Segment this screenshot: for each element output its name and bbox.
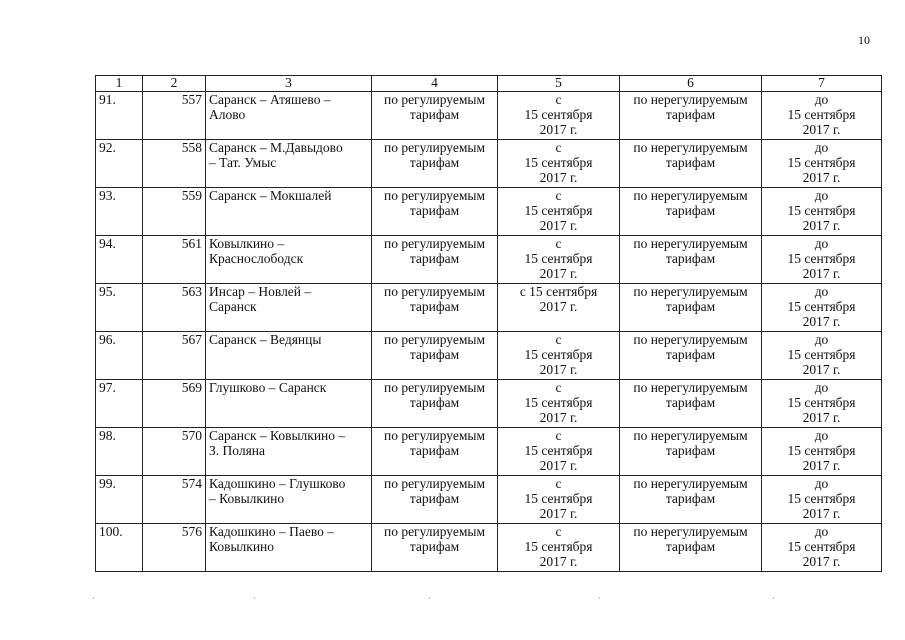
cell-line: до	[814, 284, 829, 299]
cell-line: по нерегулируемым	[633, 428, 748, 443]
row-number-cell: 99.	[96, 476, 143, 524]
cell-line: Кадошкино – Глушково	[209, 476, 346, 491]
cell-line: З. Поляна	[209, 443, 265, 458]
tariff-type-cell	[372, 188, 498, 236]
cell-line: 15 сентября	[787, 491, 856, 506]
end-date-cell	[762, 284, 882, 332]
cell-line: до	[814, 380, 829, 395]
cell-line: Саранск – Ковылкино –	[209, 428, 346, 443]
cell-line: до	[814, 332, 829, 347]
start-date-cell	[498, 332, 620, 380]
cell-line: 2017 г.	[539, 218, 578, 233]
cell-line: 15 сентября	[524, 251, 593, 266]
cell-line: Ковылкино –	[209, 236, 285, 251]
end-date-cell	[762, 524, 882, 572]
cell-line: тарифам	[409, 203, 460, 218]
cell-line: 2017 г.	[539, 410, 578, 425]
cell-line: 2017 г.	[802, 314, 841, 329]
tariff-type-cell	[372, 476, 498, 524]
cell-line: по регулируемым	[383, 188, 486, 203]
route-name-cell	[206, 428, 372, 476]
column-header: 2	[143, 76, 206, 92]
row-number-cell: 95.	[96, 284, 143, 332]
tariff-type-cell	[372, 140, 498, 188]
new-tariff-type-cell	[620, 140, 762, 188]
column-header: 5	[498, 76, 620, 92]
scan-speck: ·	[428, 594, 431, 603]
row-number-cell: 96.	[96, 332, 143, 380]
column-header: 4	[372, 76, 498, 92]
tariff-type-cell	[372, 524, 498, 572]
new-tariff-type-cell	[620, 332, 762, 380]
route-name-cell	[206, 92, 372, 140]
cell-line: тарифам	[665, 299, 716, 314]
cell-line: 15 сентября	[787, 539, 856, 554]
tariff-type-cell	[372, 92, 498, 140]
start-date-cell	[498, 476, 620, 524]
cell-line: 2017 г.	[539, 458, 578, 473]
end-date-cell	[762, 332, 882, 380]
row-number-cell: 93.	[96, 188, 143, 236]
cell-line: тарифам	[409, 443, 460, 458]
cell-line: 2017 г.	[802, 506, 841, 521]
start-date-cell	[498, 524, 620, 572]
cell-line: по нерегулируемым	[633, 476, 748, 491]
table-row	[96, 140, 882, 188]
cell-line: 2017 г.	[802, 122, 841, 137]
cell-line: 15 сентября	[787, 203, 856, 218]
cell-line: по регулируемым	[383, 476, 486, 491]
cell-line: 15 сентября	[787, 347, 856, 362]
cell-line: тарифам	[665, 539, 716, 554]
cell-line: по нерегулируемым	[633, 92, 748, 107]
cell-line: с	[555, 332, 562, 347]
cell-line: тарифам	[409, 347, 460, 362]
cell-line: 15 сентября	[787, 443, 856, 458]
route-number-cell: 567	[143, 332, 206, 380]
cell-line: по регулируемым	[383, 428, 486, 443]
cell-line: до	[814, 524, 829, 539]
cell-line: тарифам	[409, 251, 460, 266]
scan-speck: ·	[253, 594, 256, 603]
cell-line: с	[555, 476, 562, 491]
cell-line: до	[814, 188, 829, 203]
end-date-cell	[762, 428, 882, 476]
route-number-cell: 559	[143, 188, 206, 236]
route-number-cell: 569	[143, 380, 206, 428]
cell-line: 15 сентября	[787, 107, 856, 122]
cell-line: с	[555, 236, 562, 251]
cell-line: по регулируемым	[383, 92, 486, 107]
new-tariff-type-cell	[620, 92, 762, 140]
cell-line: Саранск	[209, 299, 257, 314]
cell-line: 15 сентября	[787, 155, 856, 170]
row-number-cell: 97.	[96, 380, 143, 428]
cell-line: Кадошкино – Паево –	[209, 524, 334, 539]
end-date-cell	[762, 188, 882, 236]
cell-line: Глушково – Саранск	[209, 380, 327, 395]
cell-line: с	[555, 428, 562, 443]
scan-speck: ·	[92, 594, 95, 603]
cell-line: 15 сентября	[787, 299, 856, 314]
column-header: 7	[762, 76, 882, 92]
table-row	[96, 284, 882, 332]
cell-line: Саранск – Атяшево –	[209, 92, 331, 107]
row-number-cell: 98.	[96, 428, 143, 476]
cell-line: тарифам	[665, 203, 716, 218]
cell-line: тарифам	[409, 539, 460, 554]
cell-line: с	[555, 92, 562, 107]
cell-line: 2017 г.	[802, 410, 841, 425]
table-row	[96, 380, 882, 428]
scan-speck: ·	[598, 594, 601, 603]
cell-line: 15 сентября	[787, 251, 856, 266]
cell-line: тарифам	[665, 251, 716, 266]
column-number-row	[96, 76, 882, 92]
table-row	[96, 332, 882, 380]
cell-line: тарифам	[409, 395, 460, 410]
cell-line: по нерегулируемым	[633, 332, 748, 347]
cell-line: с	[555, 524, 562, 539]
column-header: 1	[96, 76, 143, 92]
cell-line: с	[555, 140, 562, 155]
cell-line: – Тат. Умыс	[209, 155, 277, 170]
tariff-type-cell	[372, 284, 498, 332]
cell-line: тарифам	[409, 107, 460, 122]
cell-line: 2017 г.	[539, 266, 578, 281]
cell-line: тарифам	[665, 491, 716, 506]
new-tariff-type-cell	[620, 284, 762, 332]
cell-line: 15 сентября	[524, 443, 593, 458]
end-date-cell	[762, 92, 882, 140]
routes-table	[95, 75, 882, 572]
start-date-cell	[498, 428, 620, 476]
new-tariff-type-cell	[620, 428, 762, 476]
cell-line: 15 сентября	[524, 395, 593, 410]
cell-line: Инсар – Новлей –	[209, 284, 312, 299]
cell-line: 15 сентября	[524, 203, 593, 218]
cell-line: 15 сентября	[524, 491, 593, 506]
cell-line: Алово	[209, 107, 246, 122]
cell-line: по регулируемым	[383, 284, 486, 299]
route-name-cell	[206, 236, 372, 284]
route-name-cell	[206, 380, 372, 428]
cell-line: по нерегулируемым	[633, 284, 748, 299]
route-number-cell: 558	[143, 140, 206, 188]
cell-line: с 15 сентября	[519, 284, 598, 299]
new-tariff-type-cell	[620, 476, 762, 524]
cell-line: тарифам	[409, 155, 460, 170]
tariff-type-cell	[372, 380, 498, 428]
table-row	[96, 524, 882, 572]
cell-line: тарифам	[665, 155, 716, 170]
table-row	[96, 188, 882, 236]
cell-line: до	[814, 140, 829, 155]
row-number-cell: 91.	[96, 92, 143, 140]
tariff-type-cell	[372, 332, 498, 380]
cell-line: 2017 г.	[539, 506, 578, 521]
route-number-cell: 563	[143, 284, 206, 332]
cell-line: тарифам	[665, 443, 716, 458]
cell-line: по нерегулируемым	[633, 524, 748, 539]
table-row	[96, 92, 882, 140]
cell-line: до	[814, 92, 829, 107]
route-name-cell	[206, 140, 372, 188]
cell-line: по нерегулируемым	[633, 380, 748, 395]
cell-line: 2017 г.	[802, 266, 841, 281]
cell-line: Саранск – Ведянцы	[209, 332, 322, 347]
new-tariff-type-cell	[620, 236, 762, 284]
cell-line: 15 сентября	[524, 539, 593, 554]
cell-line: по регулируемым	[383, 140, 486, 155]
cell-line: 2017 г.	[802, 362, 841, 377]
cell-line: Саранск – М.Давыдово	[209, 140, 343, 155]
cell-line: 2017 г.	[539, 170, 578, 185]
cell-line: тарифам	[409, 299, 460, 314]
table-row	[96, 428, 882, 476]
cell-line: до	[814, 476, 829, 491]
route-name-cell	[206, 476, 372, 524]
cell-line: до	[814, 428, 829, 443]
cell-line: по нерегулируемым	[633, 188, 748, 203]
route-number-cell: 570	[143, 428, 206, 476]
cell-line: тарифам	[665, 107, 716, 122]
cell-line: 15 сентября	[524, 347, 593, 362]
cell-line: Ковылкино	[209, 539, 275, 554]
page-number: 10	[858, 33, 870, 47]
route-number-cell: 557	[143, 92, 206, 140]
cell-line: 2017 г.	[802, 458, 841, 473]
cell-line: 15 сентября	[524, 155, 593, 170]
cell-line: по регулируемым	[383, 236, 486, 251]
cell-line: 2017 г.	[539, 362, 578, 377]
route-number-cell: 576	[143, 524, 206, 572]
cell-line: – Ковылкино	[209, 491, 285, 506]
row-number-cell: 94.	[96, 236, 143, 284]
row-number-cell: 92.	[96, 140, 143, 188]
new-tariff-type-cell	[620, 524, 762, 572]
cell-line: Саранск – Мокшалей	[209, 188, 332, 203]
row-number-cell: 100.	[96, 524, 143, 572]
cell-line: 15 сентября	[524, 107, 593, 122]
start-date-cell	[498, 188, 620, 236]
cell-line: 15 сентября	[787, 395, 856, 410]
cell-line: тарифам	[665, 395, 716, 410]
cell-line: по регулируемым	[383, 332, 486, 347]
cell-line: 2017 г.	[802, 170, 841, 185]
start-date-cell	[498, 284, 620, 332]
route-name-cell	[206, 188, 372, 236]
start-date-cell	[498, 140, 620, 188]
route-name-cell	[206, 284, 372, 332]
cell-line: до	[814, 236, 829, 251]
new-tariff-type-cell	[620, 380, 762, 428]
cell-line: 2017 г.	[802, 554, 841, 569]
route-number-cell: 574	[143, 476, 206, 524]
tariff-type-cell	[372, 236, 498, 284]
cell-line: 2017 г.	[802, 218, 841, 233]
start-date-cell	[498, 92, 620, 140]
end-date-cell	[762, 236, 882, 284]
cell-line: с	[555, 188, 562, 203]
start-date-cell	[498, 380, 620, 428]
route-number-cell: 561	[143, 236, 206, 284]
column-header: 3	[206, 76, 372, 92]
cell-line: по нерегулируемым	[633, 236, 748, 251]
end-date-cell	[762, 380, 882, 428]
end-date-cell	[762, 476, 882, 524]
scan-speck: ·	[772, 594, 775, 603]
route-name-cell	[206, 524, 372, 572]
start-date-cell	[498, 236, 620, 284]
cell-line: 2017 г.	[539, 554, 578, 569]
route-name-cell	[206, 332, 372, 380]
cell-line: 2017 г.	[539, 299, 578, 314]
cell-line: тарифам	[409, 491, 460, 506]
end-date-cell	[762, 140, 882, 188]
cell-line: тарифам	[665, 347, 716, 362]
tariff-type-cell	[372, 428, 498, 476]
cell-line: по регулируемым	[383, 524, 486, 539]
table-body	[96, 92, 882, 572]
cell-line: с	[555, 380, 562, 395]
cell-line: Краснослободск	[209, 251, 304, 266]
cell-line: по нерегулируемым	[633, 140, 748, 155]
cell-line: 2017 г.	[539, 122, 578, 137]
new-tariff-type-cell	[620, 188, 762, 236]
cell-line: по регулируемым	[383, 380, 486, 395]
table-row	[96, 236, 882, 284]
column-header: 6	[620, 76, 762, 92]
table-row	[96, 476, 882, 524]
